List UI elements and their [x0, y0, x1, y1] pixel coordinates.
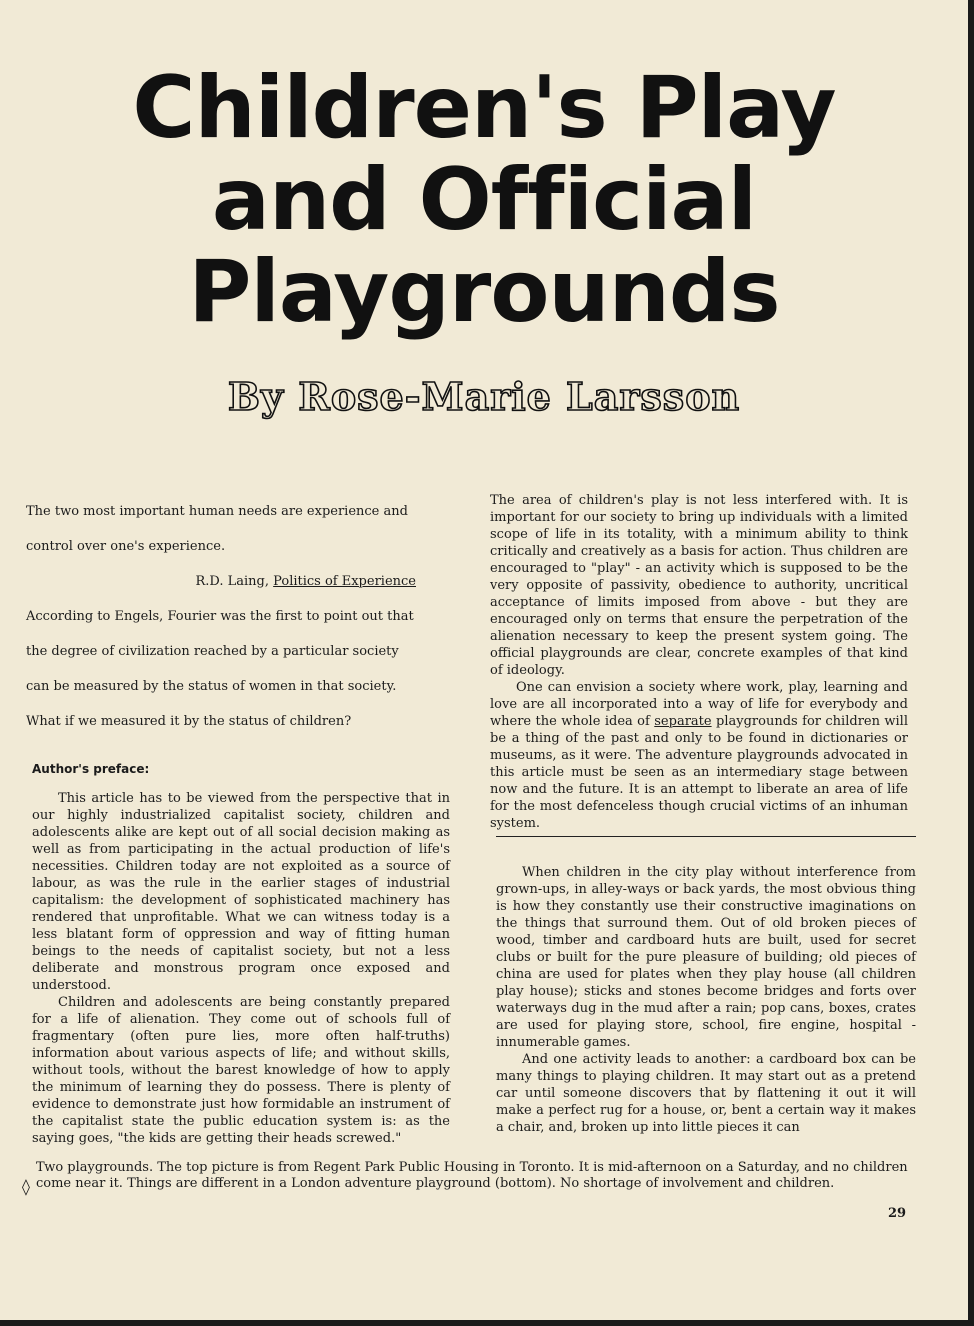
citation-author: R.D. Laing, [195, 574, 269, 589]
epigraph-line-6: What if we measured it by the status of children? [26, 714, 352, 729]
paragraph: The area of children's play is not less interfered with. It is important for our society to bring up individuals with a limited scope of life in its totality, with a minimum ability to think critically and creatively as a basis for action. Thus children are encouraged to "play" - an activity which is supposed to be the very opposite of passivity, obedience to authority, uncritical acceptance of limits imposed from above - but they are encouraged only on terms that ensure the perpetration of the alienation necessary to keep the present system going. The official playgrounds are clear, concrete examples of that kind of ideology. [490, 493, 908, 678]
epigraph-line-4: the degree of civilization reached by a particular society [26, 644, 399, 659]
right-column-bottom [496, 864, 916, 1136]
epigraph-line-1: The two most important human needs are experience and [26, 504, 408, 519]
title-line-3: Playgrounds [188, 242, 780, 342]
epigraph-citation [26, 564, 446, 599]
epigraph-line-3: According to Engels, Fourier was the first to point out that [26, 609, 414, 624]
paragraph: And one activity leads to another: a cardboard box can be many things to playing children. It may start out as a pretend car until someone discovers that by flattening it out it will make a perfect rug for a house, or, bent a certain way it makes a chair, and, broken up into little pieces it can [496, 1052, 916, 1135]
title-line-1: Children's Play [132, 58, 836, 158]
author-byline: By Rose-Marie Larsson [227, 374, 741, 419]
paragraph: Children and adolescents are being constantly prepared for a life of alienation. They come out of schools full of fragmentary (often pure lies, more often half-truths) information about various aspects of life; and without skills, without tools, without the barest knowledge of how to apply the minimum of learning they do possess. There is plenty of evidence to demonstrate just how formidable an instrument of the capitalist state the public education system is: as the saying goes, "the kids are getting their heads screwed." [32, 995, 450, 1146]
left-column [32, 790, 450, 1147]
paragraph [490, 679, 908, 832]
title-line-2: and Official [211, 150, 757, 250]
text-run: One can envision a society where work, play, learning and love are all incorporated into a way of life for everybody and where the whole idea of [490, 680, 908, 729]
citation-work: Politics of Experience [273, 574, 416, 589]
epigraph-line-2: control over one's experience. [26, 539, 226, 554]
caption-marker-icon: ◊ [22, 1177, 30, 1196]
underlined-word: separate [654, 714, 712, 729]
paragraph: This article has to be viewed from the perspective that in our highly industrialized capitalist society, children and adolescents alike are kept out of all social decision making as well as from participating in the actual production of life's necessities. Children today are not exploited as a source of labour, as was the rule in the earlier stages of industrial capitalism: the development of sophisticated machinery has rendered that unprofitable. What we can witness today is a less blatant form of oppression and way of fitting human beings to the needs of capitalist society, but not a less deliberate and monstrous program once exposed and understood. [32, 791, 450, 993]
epigraph-line-5: can be measured by the status of women in that society. [26, 679, 397, 694]
section-divider [496, 836, 916, 837]
right-column-top [490, 492, 908, 832]
page-number: 29 [888, 1206, 907, 1221]
text-run: playgrounds for children will be a thing of the past and only to be found in dictionaries or museums, as it were. The adventure playgrounds advocated in this article must be seen as an intermediary stage between now and the future. It is an attempt to liberate an area of life for the most defenceless though crucial victims of an inhuman system. [490, 714, 908, 831]
epigraph [26, 494, 446, 739]
preface-heading: Author's preface: [32, 762, 150, 776]
paragraph: When children in the city play without interference from grown-ups, in alley-ways or back yards, the most obvious thing is how they constantly use their constructive imaginations on the things that surround them. Out of old broken pieces of wood, timber and cardboard huts are built, used for secret clubs or built for the pure pleasure of building; old pieces of china are used for plates when they play house (all children play house); sticks and stones become bridges and forts over waterways dug in the mud after a rain; pop cans, boxes, crates are used for playing store, school, fire engine, hospital - innumerable games. [496, 865, 916, 1050]
photo-caption: Two playgrounds. The top picture is from Regent Park Public Housing in Toronto. It is mid-afternoon on a Saturday, and no children come near it. Things are different in a London adventure playground (bottom). No shortage of involvement and children. [36, 1160, 908, 1191]
article-title [0, 58, 968, 342]
